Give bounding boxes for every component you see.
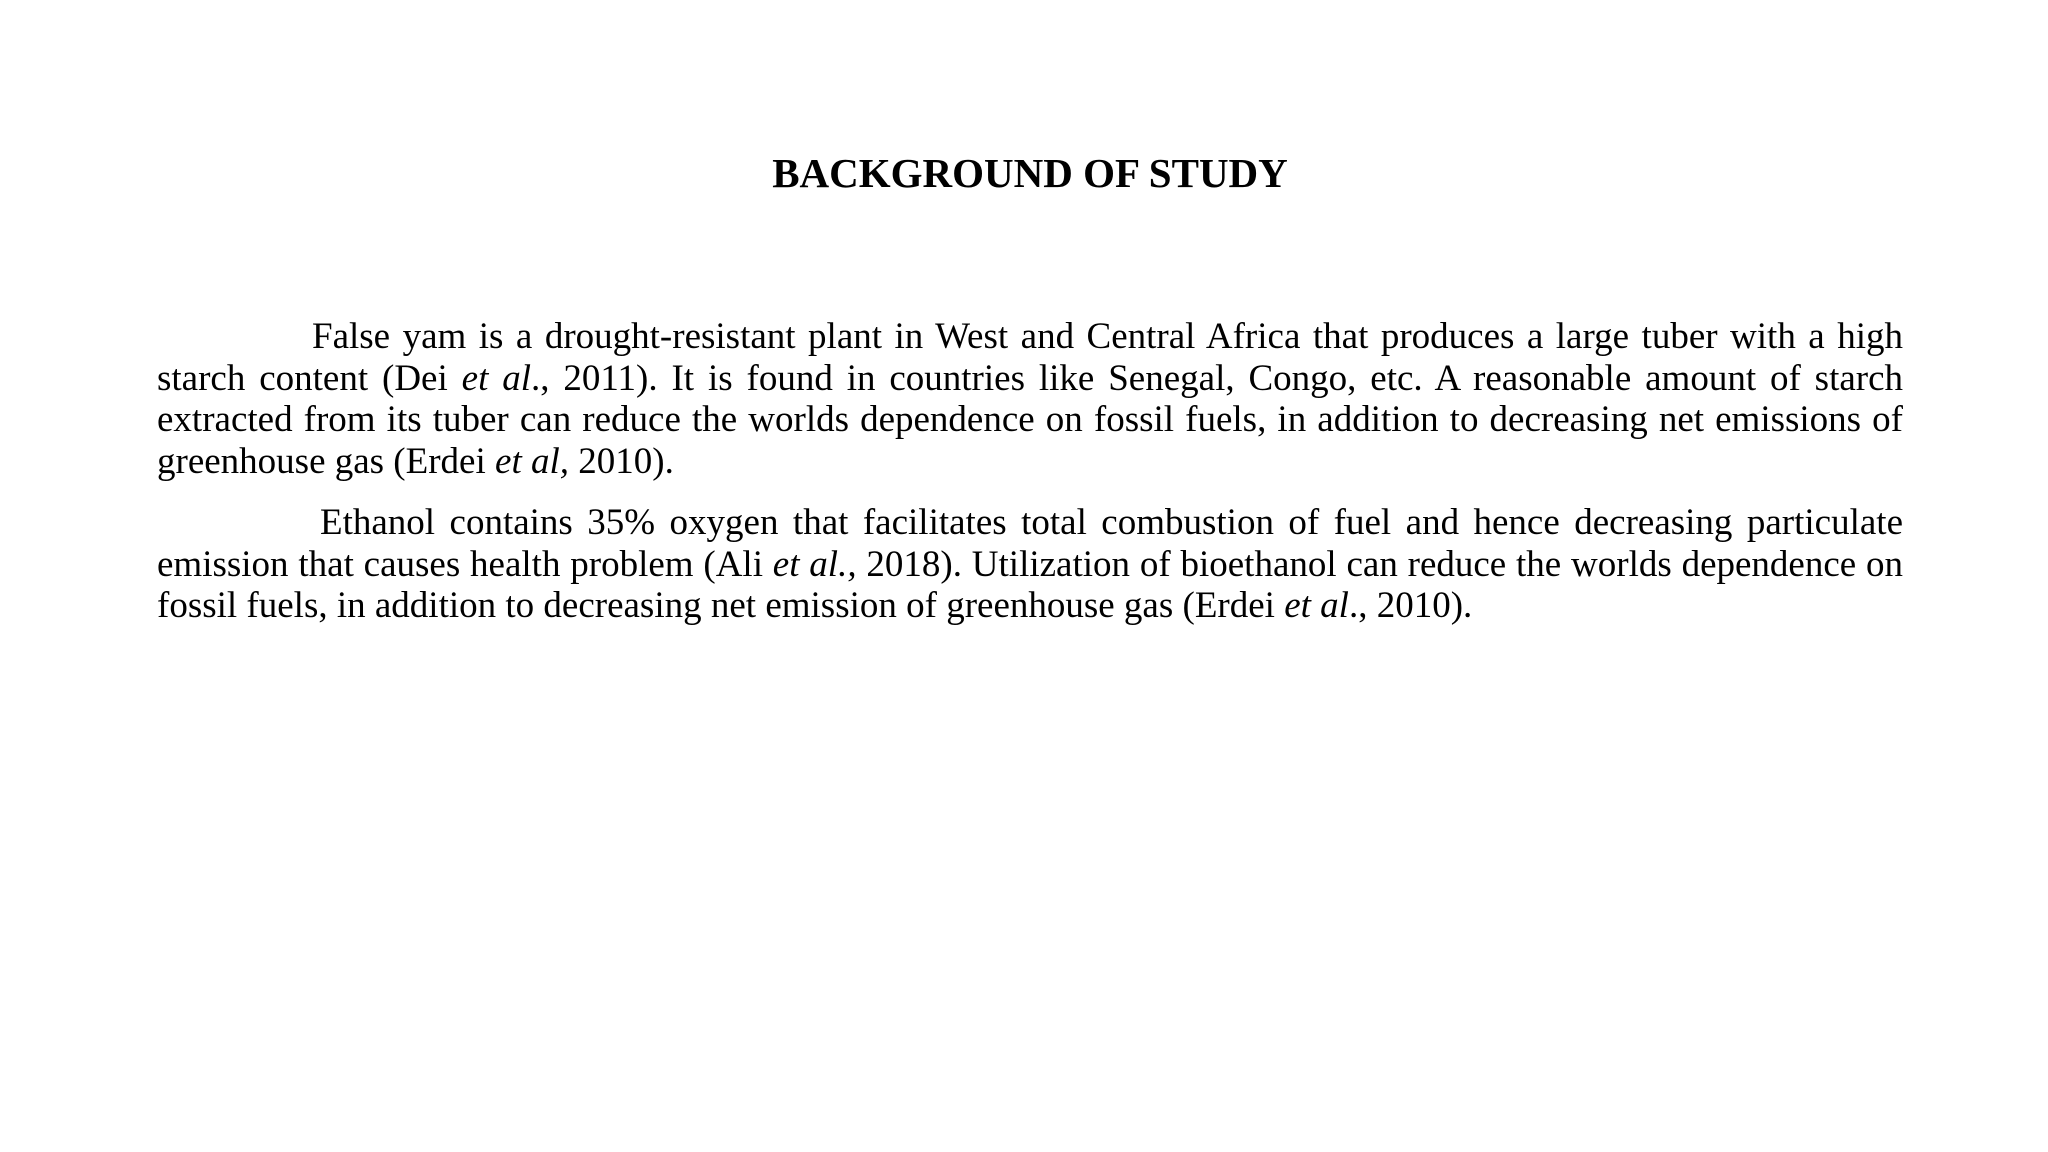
citation-italic: et al., bbox=[772, 543, 857, 585]
citation-italic: et al, bbox=[495, 440, 569, 482]
paragraph-1-text-2: ., 2011). It is found in countries like Senegal, Congo, etc. A reasonable amount of starch extracted from its tuber can reduce the worlds dependence on fossil fuels, in addition to decreasing net emissions of greenhouse gas (Erdei bbox=[157, 357, 1904, 482]
body-text bbox=[157, 316, 1903, 627]
page-title: BACKGROUND OF STUDY bbox=[772, 150, 1288, 196]
paragraph-2-text-2: 2018). Utilization of bioethanol can reduce the worlds dependence on fossil fuels, in addition to decreasing net emission of greenhouse gas (Erdei bbox=[157, 543, 1903, 626]
citation-italic: et al bbox=[1284, 585, 1349, 626]
paragraph-2-text-3: ., 2010). bbox=[1348, 585, 1473, 626]
paragraph-1 bbox=[157, 316, 1903, 482]
paragraph-2-text-1: Ethanol contains 35% oxygen that facilitates total combustion of fuel and hence decreasing particulate emission that causes health problem (Ali bbox=[157, 502, 1903, 585]
paragraph-2 bbox=[157, 502, 1903, 627]
paragraph-1-text-3: 2010). bbox=[569, 440, 674, 482]
paragraph-1-text-1: False yam is a drought-resistant plant in West and Central Africa that produces a large tuber with a high starch content (Dei bbox=[157, 316, 1903, 399]
citation-italic: et al bbox=[461, 357, 532, 399]
